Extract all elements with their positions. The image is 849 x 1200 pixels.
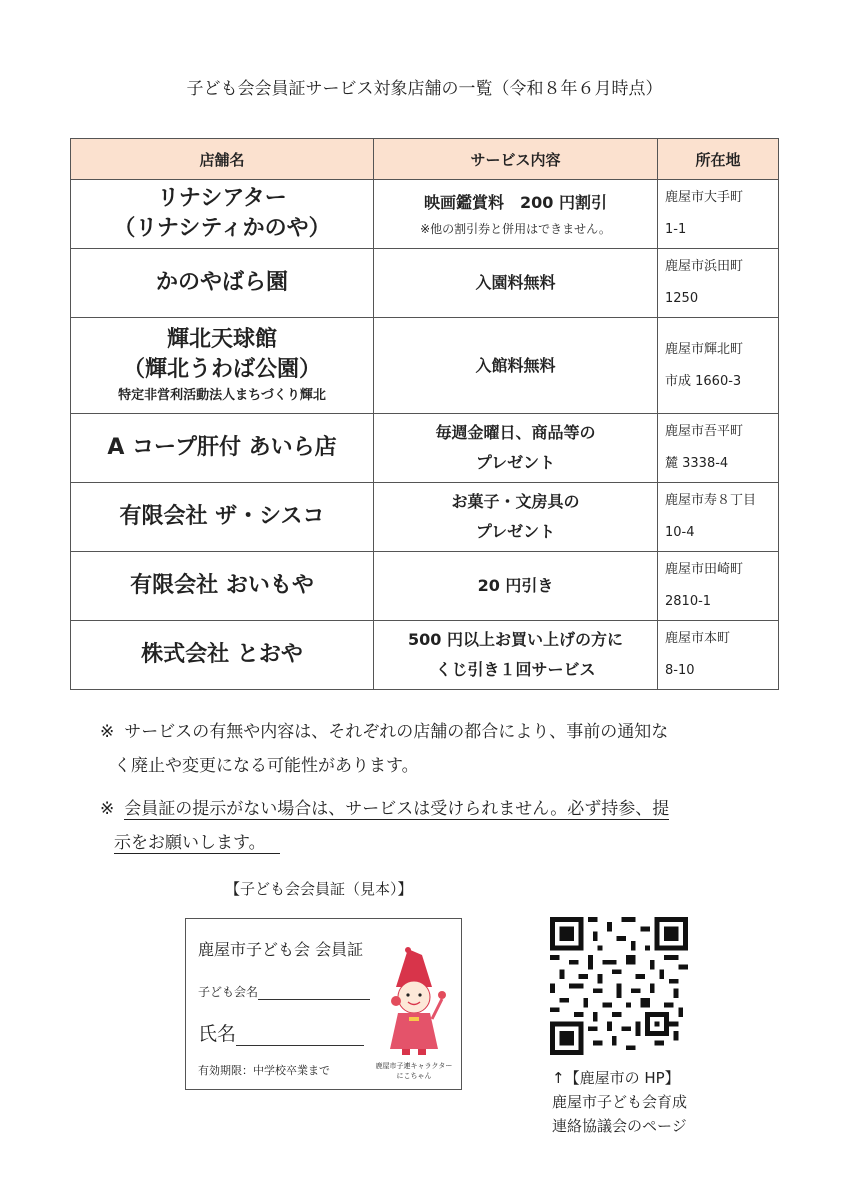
mascot-caption-line2: にこちゃん: [396, 1072, 432, 1080]
notice-1-line2: く廃止や変更になる可能性があります。: [114, 756, 419, 776]
shop-operator: 特定非営利活動法人まちづくり輝北: [118, 387, 326, 403]
shop-name: A コープ肝付 あいら店: [107, 435, 337, 460]
card-field-group-label: 子ども会名: [198, 985, 259, 999]
address-cell: [658, 483, 779, 552]
service-text: 毎週金曜日、商品等の: [435, 423, 596, 442]
service-text: 20 円引き: [477, 576, 554, 595]
shop-name: 有限会社 ザ・シスコ: [119, 504, 325, 529]
service-text: 映画鑑賞料 200 円割引: [424, 193, 607, 212]
notice-mark: ※: [100, 799, 115, 819]
notice-mark: ※: [100, 722, 115, 742]
shop-name: 株式会社 とおや: [141, 642, 303, 667]
membership-card-sample: [185, 918, 462, 1090]
service-text: 入館料無料: [475, 355, 556, 375]
card-field-name: [198, 1019, 364, 1046]
address-line1: 鹿屋市浜田町: [665, 259, 744, 274]
service-cell: [374, 318, 658, 414]
card-field-group: [198, 983, 370, 1000]
shop-name-cell: [71, 318, 374, 414]
table-row: [71, 621, 779, 690]
shop-name: かのやばら園: [155, 270, 288, 295]
service-cell: [374, 552, 658, 621]
table-row: [71, 414, 779, 483]
address-line1: 鹿屋市吾平町: [665, 424, 744, 439]
card-title: 鹿屋市子ども会 会員証: [198, 940, 364, 959]
shop-name-cell: [71, 621, 374, 690]
address-line2: 市成 1660-3: [665, 373, 742, 389]
table-row: [71, 318, 779, 414]
address-line2: 8-10: [665, 663, 695, 678]
header-shop-name: 店舗名: [71, 139, 374, 180]
service-text: 500 円以上お買い上げの方に: [408, 630, 623, 649]
shop-name-sub: （輝北うわば公園）: [122, 356, 321, 382]
shop-name-sub: （リナシティかのや）: [113, 216, 331, 241]
notice-1-line1: サービスの有無や内容は、それぞれの店舗の都合により、事前の通知な: [124, 722, 669, 742]
table-header-row: [71, 139, 779, 180]
notice-2: [100, 792, 780, 860]
service-cell: [374, 249, 658, 318]
service-cell: [374, 180, 658, 249]
shop-name: リナシアター: [157, 186, 287, 211]
shop-name-cell: [71, 483, 374, 552]
address-cell: [658, 414, 779, 483]
service-text: お菓子・文房具の: [451, 492, 580, 511]
address-cell: [658, 552, 779, 621]
qr-caption-line2: 鹿屋市子ども会育成: [552, 1093, 688, 1111]
service-text-2: プレゼント: [475, 522, 556, 541]
address-line1: 鹿屋市大手町: [665, 190, 744, 205]
shop-table: [70, 138, 779, 690]
service-text-2: くじ引き１回サービス: [435, 660, 596, 679]
address-cell: [658, 621, 779, 690]
address-line2: 1250: [665, 291, 699, 306]
card-validity: 有効期限：中学校卒業まで: [198, 1064, 330, 1077]
shop-name-cell: [71, 552, 374, 621]
service-text-2: プレゼント: [475, 453, 556, 472]
card-caption: 【子ども会会員証（見本）】: [225, 880, 413, 898]
notice-2-line2: 示をお願いします。: [114, 833, 280, 854]
table-row: [71, 552, 779, 621]
address-cell: [658, 318, 779, 414]
page-title: 子ども会会員証サービス対象店舗の一覧（令和８年６月時点）: [186, 79, 663, 99]
address-line2: 10-4: [665, 525, 695, 540]
qr-caption: [552, 1066, 687, 1138]
table-row: [71, 249, 779, 318]
shop-name: 有限会社 おいもや: [130, 573, 314, 598]
table-row: [71, 483, 779, 552]
mascot-nikochan-illustration: [378, 947, 450, 1059]
address-cell: [658, 180, 779, 249]
address-line2: 麓 3338-4: [665, 456, 729, 471]
notice-2-line1: 会員証の提示がない場合は、サービスは受けられません。必ず持参、提: [124, 799, 670, 819]
qr-caption-line1: ↑【鹿屋市の HP】: [552, 1069, 680, 1087]
shop-name: 輝北天球館: [166, 326, 277, 352]
address-line1: 鹿屋市輝北町: [665, 341, 744, 357]
address-line2: 1-1: [665, 222, 687, 237]
address-line2: 2810-1: [665, 594, 712, 609]
shop-name-cell: [71, 414, 374, 483]
service-text: 入園料無料: [475, 273, 556, 292]
notice-1: [100, 715, 780, 783]
table-row: [71, 180, 779, 249]
shop-name-cell: [71, 180, 374, 249]
service-cell: [374, 414, 658, 483]
mascot-caption: [374, 1061, 454, 1081]
qr-caption-line3: 連絡協議会のページ: [552, 1117, 687, 1135]
service-note: ※他の割引券と併用はできません。: [420, 222, 611, 236]
header-location: 所在地: [658, 139, 779, 180]
address-line1: 鹿屋市本町: [665, 631, 731, 646]
qr-code[interactable]: [550, 917, 688, 1055]
mascot-caption-line1: 鹿屋市子連キャラクター: [375, 1062, 453, 1070]
address-line1: 鹿屋市田崎町: [665, 562, 744, 577]
header-service: サービス内容: [374, 139, 658, 180]
address-line1: 鹿屋市寿８丁目: [665, 493, 757, 508]
service-cell: [374, 483, 658, 552]
address-cell: [658, 249, 779, 318]
service-cell: [374, 621, 658, 690]
card-field-name-label: 氏名: [198, 1023, 237, 1045]
shop-name-cell: [71, 249, 374, 318]
